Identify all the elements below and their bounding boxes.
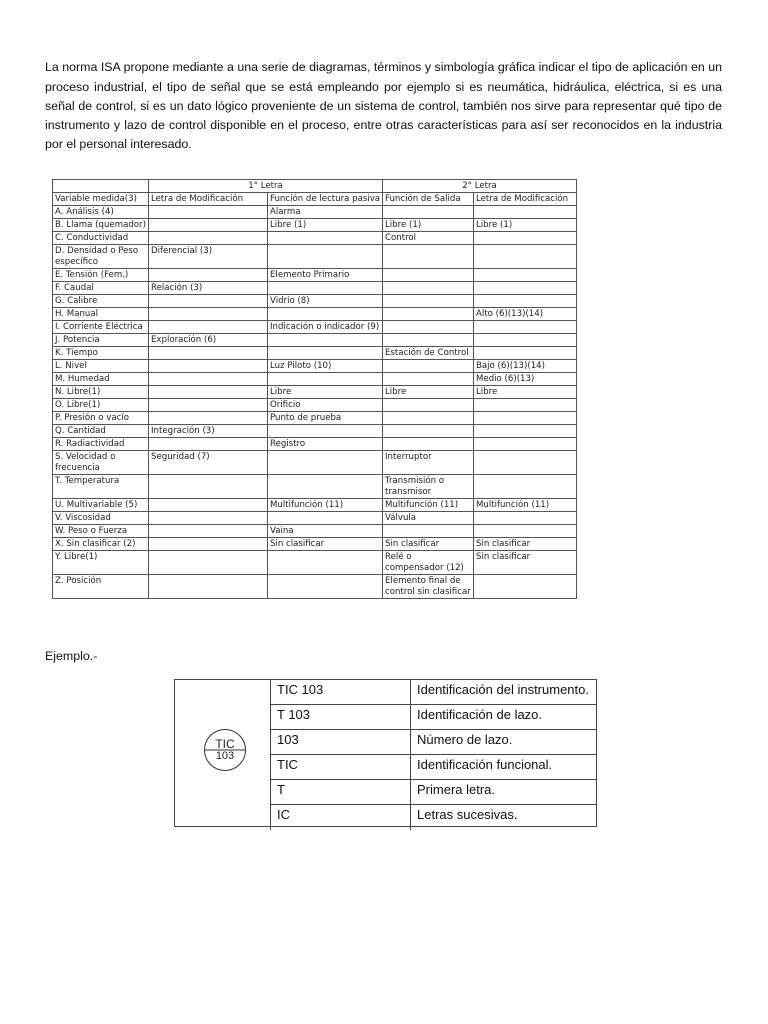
table-cell: [383, 412, 474, 425]
table-cell: X. Sin clasificar (2): [53, 538, 149, 551]
table-row: [53, 551, 577, 575]
table-cell: [149, 308, 268, 321]
table-cell: Elemento Primario: [268, 269, 383, 282]
table-cell: Válvula: [383, 512, 474, 525]
table-cell: O. Libre(1): [53, 399, 149, 412]
table-row: [53, 360, 577, 373]
table-cell: [383, 295, 474, 308]
table-cell: [268, 475, 383, 499]
example-row: [271, 705, 597, 730]
table-cell: Registro: [268, 438, 383, 451]
table-cell: A. Análisis (4): [53, 206, 149, 219]
table-cell: Vaina: [268, 525, 383, 538]
table-cell: Sin clasificar: [383, 538, 474, 551]
table-row: [53, 347, 577, 360]
table-cell: [474, 245, 577, 269]
table-row: [53, 575, 577, 599]
table-cell: [149, 438, 268, 451]
table-cell: [474, 269, 577, 282]
table-cell: G. Calibre: [53, 295, 149, 308]
example-code: IC: [271, 805, 411, 831]
table-cell: L. Nivel: [53, 360, 149, 373]
table-cell: T. Temperatura: [53, 475, 149, 499]
table-cell: [474, 512, 577, 525]
instrument-bubble: [203, 728, 247, 772]
table-cell: F. Caudal: [53, 282, 149, 295]
table-row: [53, 412, 577, 425]
table-cell: [149, 269, 268, 282]
table-cell: Luz Piloto (10): [268, 360, 383, 373]
table-cell: [383, 282, 474, 295]
table-cell: Integración (3): [149, 425, 268, 438]
table-cell: Alarma: [268, 206, 383, 219]
table-cell: Multifunción (11): [268, 499, 383, 512]
example-row: [271, 680, 597, 705]
table-cell: Sin clasificar: [474, 538, 577, 551]
table-row: [53, 451, 577, 475]
example-description: Identificación del instrumento.: [411, 680, 597, 705]
example-code: TIC: [271, 755, 411, 780]
table-cell: Bajo (6)(13)(14): [474, 360, 577, 373]
table-row: [53, 232, 577, 245]
table-row: [53, 386, 577, 399]
table-cell: [383, 399, 474, 412]
table-cell: [268, 425, 383, 438]
table-cell: [149, 219, 268, 232]
table-cell: [474, 206, 577, 219]
table-row: [53, 538, 577, 551]
isa-letters-table: [52, 179, 577, 599]
table-cell: Diferencial (3): [149, 245, 268, 269]
table-cell: Interruptor: [383, 451, 474, 475]
table-cell: N. Libre(1): [53, 386, 149, 399]
table-cell: [474, 425, 577, 438]
table-cell: [268, 512, 383, 525]
table-cell: [149, 295, 268, 308]
group-header-row: [53, 180, 577, 193]
table-row: [53, 245, 577, 269]
table-cell: [268, 551, 383, 575]
table-cell: [149, 206, 268, 219]
table-cell: Libre (1): [268, 219, 383, 232]
table-cell: M. Humedad: [53, 373, 149, 386]
example-row: [271, 805, 597, 831]
table-cell: [383, 269, 474, 282]
table-row: [53, 499, 577, 512]
table-cell: [149, 386, 268, 399]
table-cell: [149, 347, 268, 360]
table-row: [53, 282, 577, 295]
example-code: TIC 103: [271, 680, 411, 705]
table-cell: [149, 399, 268, 412]
table-cell: [149, 412, 268, 425]
table-cell: [149, 373, 268, 386]
table-cell: Indicación o indicador (9): [268, 321, 383, 334]
example-table: [270, 680, 597, 830]
example-label: Ejemplo.-: [45, 649, 98, 663]
bubble-loop-number: 103: [215, 750, 235, 762]
table-cell: [268, 245, 383, 269]
table-cell: Sin clasificar: [268, 538, 383, 551]
column-header: Letra de Modificación: [149, 193, 268, 206]
table-cell: Multifunción (11): [474, 499, 577, 512]
table-cell: [268, 347, 383, 360]
table-cell: [149, 360, 268, 373]
table-cell: Exploración (6): [149, 334, 268, 347]
table-cell: [268, 334, 383, 347]
intro-paragraph: La norma ISA propone mediante a una serie de diagramas, términos y simbología gráfica indicar el tipo de aplicación en un proceso industrial, el tipo de señal que se está empleando por ejemplo si es neumática, hidráulica, eléctrica, si es una señal de control, si es un dato lógico proveniente de un sistema de control, también nos sirve para representar qué tipo de instrumento y lazo de control disponible en el proceso, entre otras características para así ser reconocidos en la industria por el personal interesado.: [45, 60, 722, 152]
table-cell: Medio (6)(13): [474, 373, 577, 386]
table-cell: Elemento final de control sin clasificar: [383, 575, 474, 599]
table-cell: [474, 321, 577, 334]
table-row: [53, 219, 577, 232]
table-cell: E. Tensión (Fem.): [53, 269, 149, 282]
table-cell: [268, 232, 383, 245]
table-row: [53, 512, 577, 525]
table-cell: [268, 575, 383, 599]
table-cell: Alto (6)(13)(14): [474, 308, 577, 321]
table-cell: [268, 308, 383, 321]
second-letter-header: 2° Letra: [383, 180, 577, 193]
table-cell: [474, 295, 577, 308]
table-row: [53, 269, 577, 282]
table-cell: [149, 512, 268, 525]
table-cell: [383, 360, 474, 373]
table-cell: [474, 525, 577, 538]
table-cell: [474, 347, 577, 360]
example-description: Letras sucesivas.: [411, 805, 597, 831]
table-cell: Punto de prueba: [268, 412, 383, 425]
table-cell: [474, 475, 577, 499]
table-cell: Y. Libre(1): [53, 551, 149, 575]
table-cell: [268, 282, 383, 295]
example-code: T 103: [271, 705, 411, 730]
table-cell: Relé o compensador (12): [383, 551, 474, 575]
group-header-blank: [53, 180, 149, 193]
column-header: Variable medida(3): [53, 193, 149, 206]
table-row: [53, 438, 577, 451]
table-cell: [383, 525, 474, 538]
table-cell: J. Potencia: [53, 334, 149, 347]
table-cell: Z. Posición: [53, 575, 149, 599]
table-cell: [383, 321, 474, 334]
column-header: Función de Salida: [383, 193, 474, 206]
table-cell: [383, 334, 474, 347]
first-letter-header: 1° Letra: [149, 180, 383, 193]
table-cell: I. Corriente Eléctrica: [53, 321, 149, 334]
table-cell: [149, 525, 268, 538]
table-row: [53, 321, 577, 334]
table-row: [53, 525, 577, 538]
table-cell: K. Tiempo: [53, 347, 149, 360]
column-header: Función de lectura pasiva: [268, 193, 383, 206]
table-row: [53, 373, 577, 386]
table-cell: [149, 232, 268, 245]
table-cell: Control: [383, 232, 474, 245]
table-row: [53, 399, 577, 412]
example-row: [271, 730, 597, 755]
table-cell: [268, 373, 383, 386]
column-header-row: [53, 193, 577, 206]
example-figure: [174, 679, 597, 827]
example-row: [271, 755, 597, 780]
table-cell: [149, 499, 268, 512]
table-cell: Vidrio (8): [268, 295, 383, 308]
column-header: Letra de Modificación: [474, 193, 577, 206]
table-cell: H. Manual: [53, 308, 149, 321]
table-cell: B. Llama (quemador): [53, 219, 149, 232]
table-cell: [268, 451, 383, 475]
table-cell: [149, 475, 268, 499]
example-description: Identificación funcional.: [411, 755, 597, 780]
example-code: T: [271, 780, 411, 805]
table-cell: [149, 575, 268, 599]
table-cell: [383, 206, 474, 219]
table-cell: [474, 399, 577, 412]
table-cell: Transmisión o transmisor: [383, 475, 474, 499]
table-cell: P. Presión o vacío: [53, 412, 149, 425]
table-cell: S. Velocidad o frecuencia: [53, 451, 149, 475]
table-cell: Relación (3): [149, 282, 268, 295]
table-cell: Libre: [474, 386, 577, 399]
table-cell: [474, 334, 577, 347]
table-cell: Multifunción (11): [383, 499, 474, 512]
table-cell: Estación de Control: [383, 347, 474, 360]
table-cell: Libre (1): [383, 219, 474, 232]
table-row: [53, 334, 577, 347]
table-cell: [383, 308, 474, 321]
table-cell: Seguridad (7): [149, 451, 268, 475]
table-cell: [474, 575, 577, 599]
table-cell: [383, 425, 474, 438]
table-row: [53, 206, 577, 219]
table-cell: C. Conductividad: [53, 232, 149, 245]
table-cell: Libre (1): [474, 219, 577, 232]
table-cell: [383, 245, 474, 269]
table-cell: [474, 438, 577, 451]
table-cell: Sin clasificar: [474, 551, 577, 575]
table-row: [53, 295, 577, 308]
example-description: Primera letra.: [411, 780, 597, 805]
table-cell: [383, 373, 474, 386]
table-cell: D. Densidad o Peso específico: [53, 245, 149, 269]
table-row: [53, 425, 577, 438]
table-cell: [474, 412, 577, 425]
table-cell: [149, 321, 268, 334]
table-cell: Orificio: [268, 399, 383, 412]
bubble-function-letters: TIC: [215, 737, 235, 751]
table-cell: [474, 232, 577, 245]
table-cell: R. Radiactividad: [53, 438, 149, 451]
table-cell: W. Peso o Fuerza: [53, 525, 149, 538]
example-description: Identificación de lazo.: [411, 705, 597, 730]
example-row: [271, 780, 597, 805]
example-description: Número de lazo.: [411, 730, 597, 755]
table-cell: Libre: [268, 386, 383, 399]
table-cell: Q. Cantidad: [53, 425, 149, 438]
table-cell: [474, 451, 577, 475]
example-code: 103: [271, 730, 411, 755]
table-cell: U. Multivariable (5): [53, 499, 149, 512]
table-cell: [149, 538, 268, 551]
table-cell: Libre: [383, 386, 474, 399]
table-row: [53, 475, 577, 499]
table-row: [53, 308, 577, 321]
table-cell: [149, 551, 268, 575]
table-cell: [383, 438, 474, 451]
table-cell: [474, 282, 577, 295]
table-cell: V. Viscosidad: [53, 512, 149, 525]
